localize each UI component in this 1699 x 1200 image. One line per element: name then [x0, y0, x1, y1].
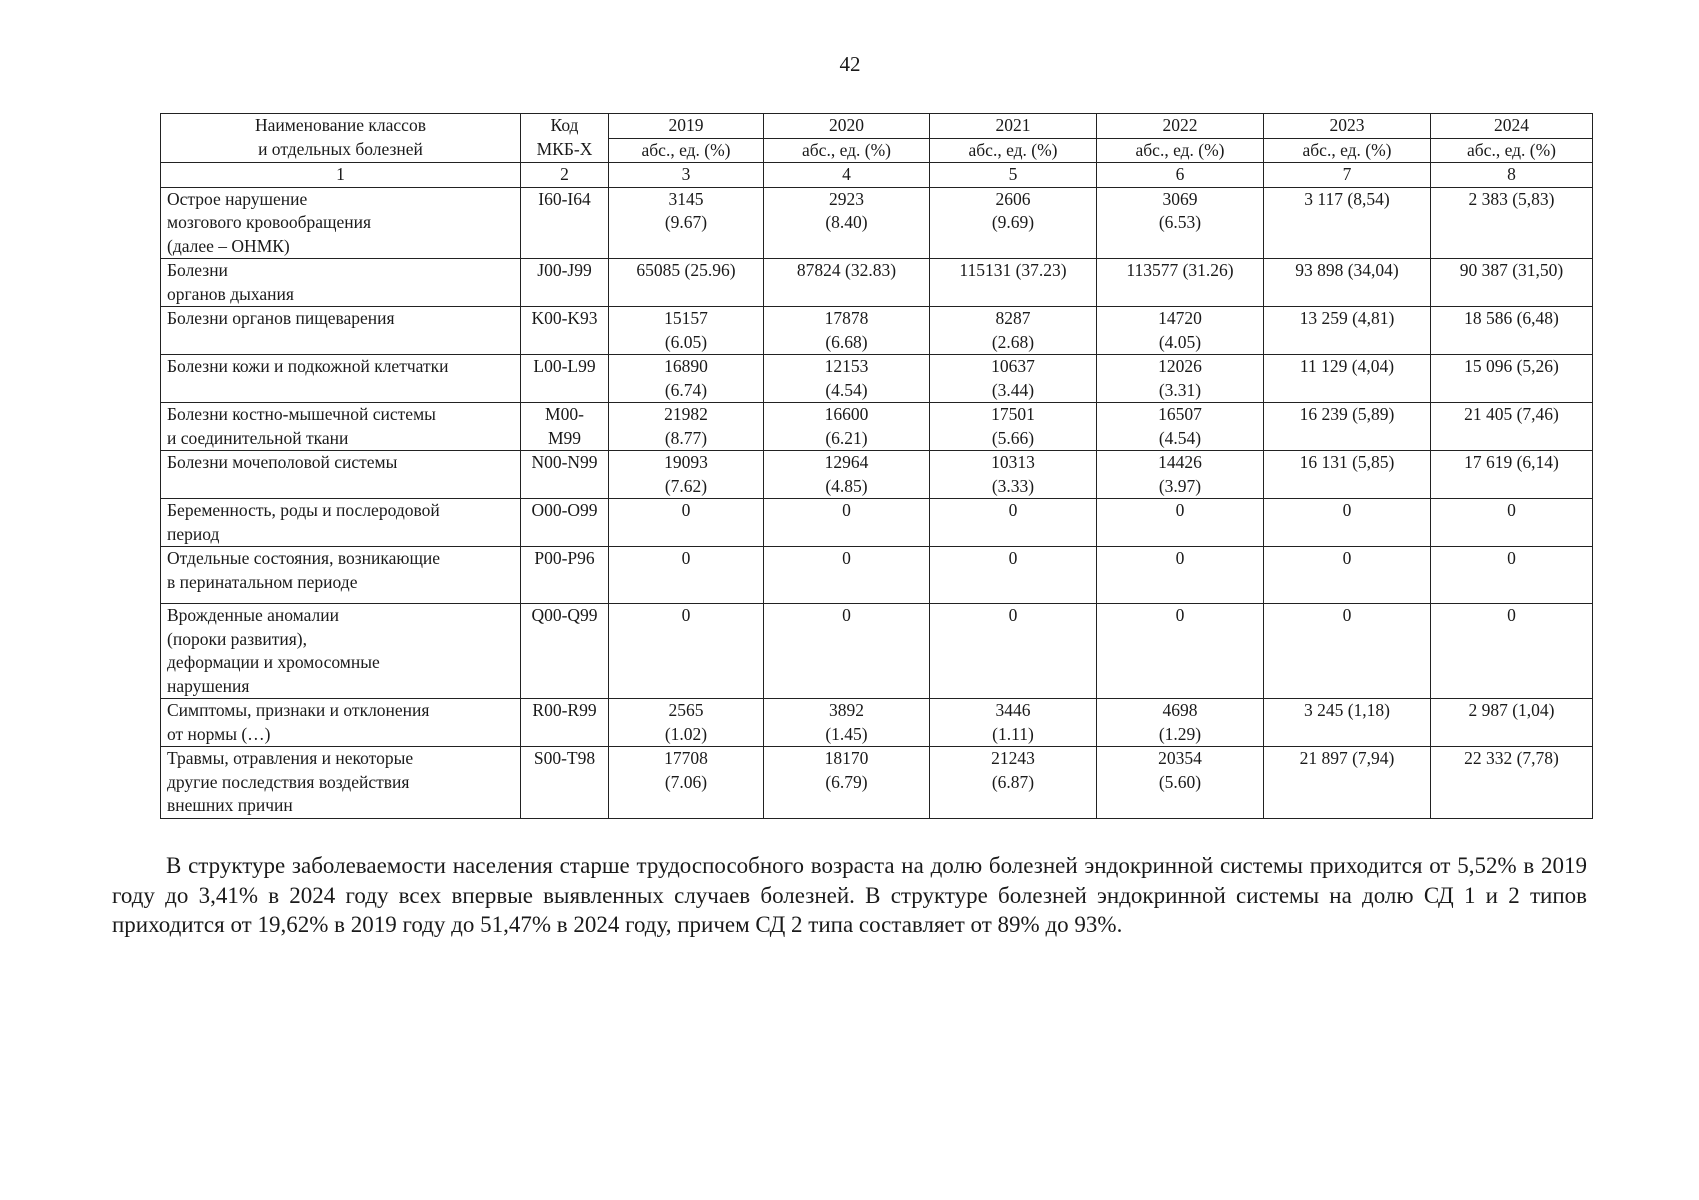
year-value-cell: 16507 (4.54)	[1097, 403, 1264, 451]
year-value-cell: 11 129 (4,04)	[1264, 355, 1431, 403]
disease-class-name: Врожденные аномалии (пороки развития), деформации и хромосомные нарушения	[161, 604, 521, 699]
year-value-cell: 0	[764, 547, 930, 604]
year-value-cell: 15157 (6.05)	[609, 307, 764, 355]
year-value-cell: 3 117 (8,54)	[1264, 187, 1431, 259]
year-value-cell: 0	[930, 499, 1097, 547]
icd-code: I60-I64	[521, 187, 609, 259]
table-row	[161, 604, 1593, 699]
table-row	[161, 499, 1593, 547]
year-value-cell: 18 586 (6,48)	[1431, 307, 1593, 355]
header-year: 2019	[609, 114, 764, 139]
header-year: 2024	[1431, 114, 1593, 139]
year-value-cell: 10313 (3.33)	[930, 451, 1097, 499]
year-value-cell: 21982 (8.77)	[609, 403, 764, 451]
year-value-cell: 21243 (6.87)	[930, 747, 1097, 819]
year-value-cell: 0	[930, 604, 1097, 699]
disease-class-name: Болезни органов дыхания	[161, 259, 521, 307]
year-value-cell: 0	[1431, 499, 1593, 547]
table-row	[161, 699, 1593, 747]
year-value-cell: 0	[1431, 604, 1593, 699]
column-number: 5	[930, 163, 1097, 188]
year-value-cell: 14426 (3.97)	[1097, 451, 1264, 499]
year-value-cell: 16 131 (5,85)	[1264, 451, 1431, 499]
year-value-cell: 16 239 (5,89)	[1264, 403, 1431, 451]
header-name: Наименование классов и отдельных болезней	[161, 114, 521, 163]
year-value-cell: 87824 (32.83)	[764, 259, 930, 307]
year-value-cell: 10637 (3.44)	[930, 355, 1097, 403]
column-number: 4	[764, 163, 930, 188]
year-value-cell: 65085 (25.96)	[609, 259, 764, 307]
table-row	[161, 451, 1593, 499]
year-value-cell: 3 245 (1,18)	[1264, 699, 1431, 747]
header-unit: абс., ед. (%)	[609, 138, 764, 163]
year-value-cell: 16600 (6.21)	[764, 403, 930, 451]
year-value-cell: 115131 (37.23)	[930, 259, 1097, 307]
year-value-cell: 113577 (31.26)	[1097, 259, 1264, 307]
year-value-cell: 0	[764, 499, 930, 547]
year-value-cell: 0	[609, 499, 764, 547]
header-unit: абс., ед. (%)	[764, 138, 930, 163]
icd-code: J00-J99	[521, 259, 609, 307]
year-value-cell: 2565 (1.02)	[609, 699, 764, 747]
year-value-cell: 16890 (6.74)	[609, 355, 764, 403]
body-paragraph: В структуре заболеваемости населения старше трудоспособного возраста на долю болезней эндокринной системы приходится от 5,52% в 2019 году до 3,41% в 2024 году всех впервые выявленных случаев болезней. В структуре болезней эндокринной системы на долю СД 1 и 2 типов приходится от 19,62% в 2019 году до 51,47% в 2024 году, причем СД 2 типа составляет от 89% до 93%.	[112, 853, 1587, 937]
disease-class-name: Болезни органов пищеварения	[161, 307, 521, 355]
year-value-cell: 21 405 (7,46)	[1431, 403, 1593, 451]
year-value-cell: 3446 (1.11)	[930, 699, 1097, 747]
year-value-cell: 0	[1264, 547, 1431, 604]
year-value-cell: 0	[609, 547, 764, 604]
table-row	[161, 187, 1593, 259]
header-unit: абс., ед. (%)	[1264, 138, 1431, 163]
year-value-cell: 8287 (2.68)	[930, 307, 1097, 355]
column-number: 8	[1431, 163, 1593, 188]
year-value-cell: 17501 (5.66)	[930, 403, 1097, 451]
year-value-cell: 20354 (5.60)	[1097, 747, 1264, 819]
year-value-cell: 2 383 (5,83)	[1431, 187, 1593, 259]
year-value-cell: 4698 (1.29)	[1097, 699, 1264, 747]
disease-class-name: Беременность, роды и послеродовой период	[161, 499, 521, 547]
year-value-cell: 90 387 (31,50)	[1431, 259, 1593, 307]
column-number: 6	[1097, 163, 1264, 188]
column-number: 1	[161, 163, 521, 188]
table-row	[161, 547, 1593, 604]
year-value-cell: 17 619 (6,14)	[1431, 451, 1593, 499]
year-value-cell: 2923 (8.40)	[764, 187, 930, 259]
year-value-cell: 3892 (1.45)	[764, 699, 930, 747]
header-unit: абс., ед. (%)	[1097, 138, 1264, 163]
header-year: 2021	[930, 114, 1097, 139]
table-body	[161, 114, 1593, 819]
morbidity-table	[160, 113, 1593, 819]
column-number: 7	[1264, 163, 1431, 188]
icd-code: K00-K93	[521, 307, 609, 355]
header-code: Код МКБ-Х	[521, 114, 609, 163]
disease-class-name: Отдельные состояния, возникающие в перинатальном периоде	[161, 547, 521, 604]
year-value-cell: 21 897 (7,94)	[1264, 747, 1431, 819]
year-value-cell: 19093 (7.62)	[609, 451, 764, 499]
header-unit: абс., ед. (%)	[1431, 138, 1593, 163]
header-row-years	[161, 114, 1593, 139]
disease-class-name: Болезни костно-мышечной системы и соединительной ткани	[161, 403, 521, 451]
year-value-cell: 3069 (6.53)	[1097, 187, 1264, 259]
year-value-cell: 15 096 (5,26)	[1431, 355, 1593, 403]
year-value-cell: 22 332 (7,78)	[1431, 747, 1593, 819]
disease-class-name: Травмы, отравления и некоторые другие последствия воздействия внешних причин	[161, 747, 521, 819]
year-value-cell: 0	[1431, 547, 1593, 604]
year-value-cell: 17878 (6.68)	[764, 307, 930, 355]
table-row	[161, 355, 1593, 403]
year-value-cell: 0	[1264, 604, 1431, 699]
year-value-cell: 18170 (6.79)	[764, 747, 930, 819]
year-value-cell: 13 259 (4,81)	[1264, 307, 1431, 355]
icd-code: S00-T98	[521, 747, 609, 819]
year-value-cell: 3145 (9.67)	[609, 187, 764, 259]
icd-code: L00-L99	[521, 355, 609, 403]
column-number: 3	[609, 163, 764, 188]
icd-code: N00-N99	[521, 451, 609, 499]
year-value-cell: 12153 (4.54)	[764, 355, 930, 403]
header-year: 2022	[1097, 114, 1264, 139]
icd-code: M00- M99	[521, 403, 609, 451]
disease-class-name: Болезни мочеполовой системы	[161, 451, 521, 499]
table-row	[161, 307, 1593, 355]
year-value-cell: 0	[609, 604, 764, 699]
year-value-cell: 0	[764, 604, 930, 699]
year-value-cell: 14720 (4.05)	[1097, 307, 1264, 355]
year-value-cell: 0	[1264, 499, 1431, 547]
table-row	[161, 403, 1593, 451]
header-year: 2023	[1264, 114, 1431, 139]
year-value-cell: 2 987 (1,04)	[1431, 699, 1593, 747]
year-value-cell: 12964 (4.85)	[764, 451, 930, 499]
page-number: 42	[839, 52, 861, 76]
disease-class-name: Симптомы, признаки и отклонения от нормы (…)	[161, 699, 521, 747]
year-value-cell: 0	[930, 547, 1097, 604]
table-row	[161, 747, 1593, 819]
icd-code: Q00-Q99	[521, 604, 609, 699]
column-number-row	[161, 163, 1593, 188]
year-value-cell: 0	[1097, 604, 1264, 699]
disease-class-name: Болезни кожи и подкожной клетчатки	[161, 355, 521, 403]
icd-code: P00-P96	[521, 547, 609, 604]
table-row	[161, 259, 1593, 307]
year-value-cell: 17708 (7.06)	[609, 747, 764, 819]
year-value-cell: 0	[1097, 547, 1264, 604]
icd-code: O00-O99	[521, 499, 609, 547]
year-value-cell: 12026 (3.31)	[1097, 355, 1264, 403]
year-value-cell: 93 898 (34,04)	[1264, 259, 1431, 307]
year-value-cell: 2606 (9.69)	[930, 187, 1097, 259]
disease-class-name: Острое нарушение мозгового кровообращения (далее – ОНМК)	[161, 187, 521, 259]
header-year: 2020	[764, 114, 930, 139]
column-number: 2	[521, 163, 609, 188]
year-value-cell: 0	[1097, 499, 1264, 547]
header-unit: абс., ед. (%)	[930, 138, 1097, 163]
icd-code: R00-R99	[521, 699, 609, 747]
